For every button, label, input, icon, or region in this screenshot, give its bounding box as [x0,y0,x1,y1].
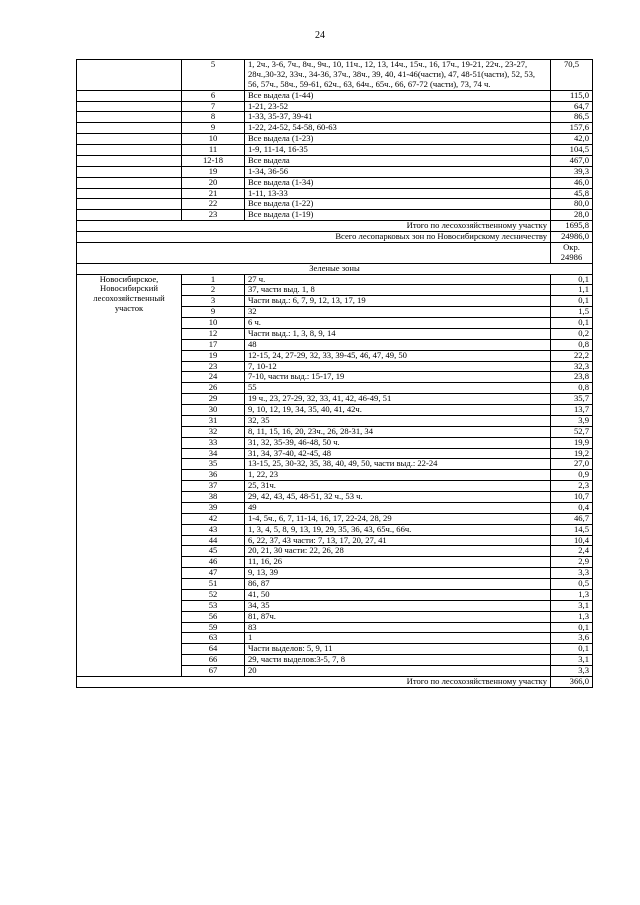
area-cell: 46,7 [551,513,593,524]
plots-cell: 41, 50 [245,589,551,600]
plots-cell: 6 ч. [245,318,551,329]
plots-cell: 34, 35 [245,600,551,611]
plots-cell: 1, 2ч., 3-6, 7ч., 8ч., 9ч., 10, 11ч., 12, 13, 14ч., 15ч., 16, 17ч., 19-21, 22ч., 23-27, 28ч.,30-32, 33ч., 34-36, 37ч., 38ч., 39, 40, 41-46(части), 47, 48-51(части), 52, 53, 56, 57ч., 58ч., 59-61, 62ч., 63, 64ч., 65ч., 66, 67-72 (части), 73, 74 ч. [245,60,551,91]
area-cell: 27,0 [551,459,593,470]
plots-cell: Все выдела (1-44) [245,90,551,101]
quarter-cell: 30 [182,405,245,416]
table-row [77,166,593,177]
area-cell: 19,9 [551,437,593,448]
plots-cell: 12-15, 24, 27-29, 32, 33, 39-45, 46, 47, 49, 50 [245,350,551,361]
area-cell: 19,2 [551,448,593,459]
table-row [77,123,593,134]
plots-cell: 81, 87ч. [245,611,551,622]
area-cell: 86,5 [551,112,593,123]
forest-zones-table [76,59,593,688]
subtotal-label: Итого по лесохозяйственному участку [77,221,551,232]
plots-cell: 1-11, 13-33 [245,188,551,199]
area-cell: 0,1 [551,296,593,307]
quarter-cell: 38 [182,492,245,503]
green-zones-section [77,274,593,687]
district-cell [77,188,182,199]
plots-cell: Части выд.: 6, 7, 9, 12, 13, 17, 19 [245,296,551,307]
plots-cell: 6, 22, 37, 43 части: 7, 13, 17, 20, 27, 41 [245,535,551,546]
plots-cell: Все выдела (1-19) [245,210,551,221]
area-cell: 0,8 [551,339,593,350]
quarter-cell: 56 [182,611,245,622]
area-cell: 39,3 [551,166,593,177]
quarter-cell: 39 [182,502,245,513]
plots-cell: 20 [245,666,551,677]
quarter-cell: 22 [182,199,245,210]
area-cell: 2,9 [551,557,593,568]
quarter-cell: 19 [182,166,245,177]
area-cell: 0,1 [551,274,593,285]
approx-value: Окр. 24986 [551,242,593,263]
table-row [77,274,593,285]
plots-cell: Все выдела (1-23) [245,134,551,145]
subtotal-value: 1695,8 [551,221,593,232]
quarter-cell: 37 [182,481,245,492]
district-cell [77,123,182,134]
table-row [77,134,593,145]
quarter-cell: 33 [182,437,245,448]
quarter-cell: 67 [182,666,245,677]
area-cell: 1,3 [551,589,593,600]
grand-total-label: Всего лесопарковых зон по Новосибирскому лесничеству [77,232,551,243]
table-row [77,90,593,101]
quarter-cell: 9 [182,123,245,134]
plots-cell: 7, 10-12 [245,361,551,372]
area-cell: 0,1 [551,318,593,329]
quarter-cell: 66 [182,655,245,666]
area-cell: 3,3 [551,568,593,579]
plots-cell: 55 [245,383,551,394]
quarter-cell: 43 [182,524,245,535]
table-row [77,155,593,166]
area-cell: 13,7 [551,405,593,416]
plots-cell: 49 [245,502,551,513]
area-cell: 28,0 [551,210,593,221]
quarter-cell: 19 [182,350,245,361]
area-cell: 46,0 [551,177,593,188]
area-cell: 10,4 [551,535,593,546]
area-cell: 32,3 [551,361,593,372]
quarter-cell: 21 [182,188,245,199]
plots-cell: Части выд.: 1, 3, 8, 9, 14 [245,328,551,339]
plots-cell: 1, 3, 4, 5, 8, 9, 13, 19, 29, 35, 36, 43, 65ч., 66ч. [245,524,551,535]
quarter-cell: 5 [182,60,245,91]
section-header-row [77,263,593,274]
district-cell [77,112,182,123]
area-cell: 115,0 [551,90,593,101]
area-cell: 3,9 [551,415,593,426]
area-cell: 52,7 [551,426,593,437]
area-cell: 1,1 [551,285,593,296]
quarter-cell: 9 [182,307,245,318]
plots-cell: 32, 35 [245,415,551,426]
district-cell [77,199,182,210]
plots-cell: 37, части выд. 1, 8 [245,285,551,296]
quarter-cell: 64 [182,644,245,655]
district-cell [77,166,182,177]
quarter-cell: 34 [182,448,245,459]
plots-cell: 1, 22, 23 [245,470,551,481]
quarter-cell: 51 [182,579,245,590]
district-cell: Новосибирское, Новосибирский лесохозяйственный участок [77,274,182,676]
plots-cell: 1-22, 24-52, 54-58, 60-63 [245,123,551,134]
plots-cell: Все выдела [245,155,551,166]
quarter-cell: 23 [182,210,245,221]
plots-cell: 11, 16, 26 [245,557,551,568]
area-cell: 0,4 [551,502,593,513]
area-cell: 3,1 [551,655,593,666]
area-cell: 104,5 [551,145,593,156]
quarter-cell: 2 [182,285,245,296]
area-cell: 14,5 [551,524,593,535]
area-cell: 0,5 [551,579,593,590]
quarter-cell: 47 [182,568,245,579]
area-cell: 22,2 [551,350,593,361]
area-cell: 45,8 [551,188,593,199]
grand-total-value: 24986,0 [551,232,593,243]
quarter-cell: 20 [182,177,245,188]
area-cell: 23,8 [551,372,593,383]
plots-cell: 9, 13, 39 [245,568,551,579]
area-cell: 10,7 [551,492,593,503]
district-cell [77,177,182,188]
green-zones-header: Зеленые зоны [77,263,593,274]
quarter-cell: 7 [182,101,245,112]
quarter-cell: 10 [182,318,245,329]
quarter-cell: 45 [182,546,245,557]
table-row [77,199,593,210]
district-cell [77,60,182,91]
table-row [77,112,593,123]
quarter-cell: 3 [182,296,245,307]
subtotal-value: 366,0 [551,676,593,687]
area-cell: 0,1 [551,644,593,655]
quarter-cell: 42 [182,513,245,524]
district-cell [77,145,182,156]
plots-cell: 1-21, 23-52 [245,101,551,112]
area-cell: 64,7 [551,101,593,112]
quarter-cell: 35 [182,459,245,470]
quarter-cell: 44 [182,535,245,546]
area-cell: 2,3 [551,481,593,492]
area-cell: 2,4 [551,546,593,557]
plots-cell: 20, 21, 30 части: 22, 26, 28 [245,546,551,557]
approx-spacer [77,242,551,263]
plots-cell: 19 ч., 23, 27-29, 32, 33, 41, 42, 46-49, 51 [245,394,551,405]
quarter-cell: 31 [182,415,245,426]
lesopark-section [77,60,593,275]
plots-cell: Все выдела (1-22) [245,199,551,210]
plots-cell: 29, 42, 43, 45, 48-51, 32 ч., 53 ч. [245,492,551,503]
area-cell: 0,9 [551,470,593,481]
plots-cell: 27 ч. [245,274,551,285]
subtotal-label: Итого по лесохозяйственному участку [77,676,551,687]
plots-cell: 31, 34, 37-40, 42-45, 48 [245,448,551,459]
quarter-cell: 8 [182,112,245,123]
quarter-cell: 6 [182,90,245,101]
quarter-cell: 23 [182,361,245,372]
table-row [77,60,593,91]
page-number: 24 [315,30,325,41]
area-cell: 35,7 [551,394,593,405]
area-cell: 0,1 [551,622,593,633]
quarter-cell: 1 [182,274,245,285]
quarter-cell: 11 [182,145,245,156]
plots-cell: 32 [245,307,551,318]
quarter-cell: 46 [182,557,245,568]
plots-cell: 83 [245,622,551,633]
plots-cell: 29, части выделов:3-5, 7, 8 [245,655,551,666]
plots-cell: 8, 11, 15, 16, 20, 23ч., 26, 28-31, 34 [245,426,551,437]
district-cell [77,134,182,145]
area-cell: 3,3 [551,666,593,677]
plots-cell: Части выделов: 5, 9, 11 [245,644,551,655]
quarter-cell: 24 [182,372,245,383]
quarter-cell: 32 [182,426,245,437]
approx-row [77,242,593,263]
table-row [77,210,593,221]
plots-cell: 48 [245,339,551,350]
quarter-cell: 53 [182,600,245,611]
quarter-cell: 52 [182,589,245,600]
plots-cell: 1-33, 35-37, 39-41 [245,112,551,123]
grand-total-row [77,232,593,243]
area-cell: 467,0 [551,155,593,166]
quarter-cell: 36 [182,470,245,481]
quarter-cell: 63 [182,633,245,644]
area-cell: 70,5 [551,60,593,91]
district-cell [77,210,182,221]
district-cell [77,155,182,166]
area-cell: 1,5 [551,307,593,318]
subtotal-row [77,676,593,687]
table-row [77,188,593,199]
area-cell: 0,2 [551,328,593,339]
district-cell [77,101,182,112]
plots-cell: Все выдела (1-34) [245,177,551,188]
table-row [77,145,593,156]
plots-cell: 86, 87 [245,579,551,590]
plots-cell: 25, 31ч. [245,481,551,492]
plots-cell: 1-34, 36-56 [245,166,551,177]
table-row [77,101,593,112]
plots-cell: 1-4, 5ч., 6, 7, 11-14, 16, 17, 22-24, 28, 29 [245,513,551,524]
plots-cell: 13-15, 25, 30-32, 35, 38, 40, 49, 50, части выд.: 22-24 [245,459,551,470]
table-row [77,177,593,188]
quarter-cell: 12 [182,328,245,339]
quarter-cell: 12-18 [182,155,245,166]
subtotal-row [77,221,593,232]
plots-cell: 9, 10, 12, 19, 34, 35, 40, 41, 42ч. [245,405,551,416]
quarter-cell: 29 [182,394,245,405]
area-cell: 0,8 [551,383,593,394]
district-cell [77,90,182,101]
area-cell: 157,6 [551,123,593,134]
quarter-cell: 59 [182,622,245,633]
plots-cell: 7-10, части выд.: 15-17, 19 [245,372,551,383]
quarter-cell: 10 [182,134,245,145]
area-cell: 1,3 [551,611,593,622]
plots-cell: 1 [245,633,551,644]
area-cell: 3,1 [551,600,593,611]
quarter-cell: 17 [182,339,245,350]
quarter-cell: 26 [182,383,245,394]
area-cell: 80,0 [551,199,593,210]
area-cell: 3,6 [551,633,593,644]
plots-cell: 31, 32, 35-39, 46-48, 50 ч. [245,437,551,448]
plots-cell: 1-9, 11-14, 16-35 [245,145,551,156]
area-cell: 42,0 [551,134,593,145]
